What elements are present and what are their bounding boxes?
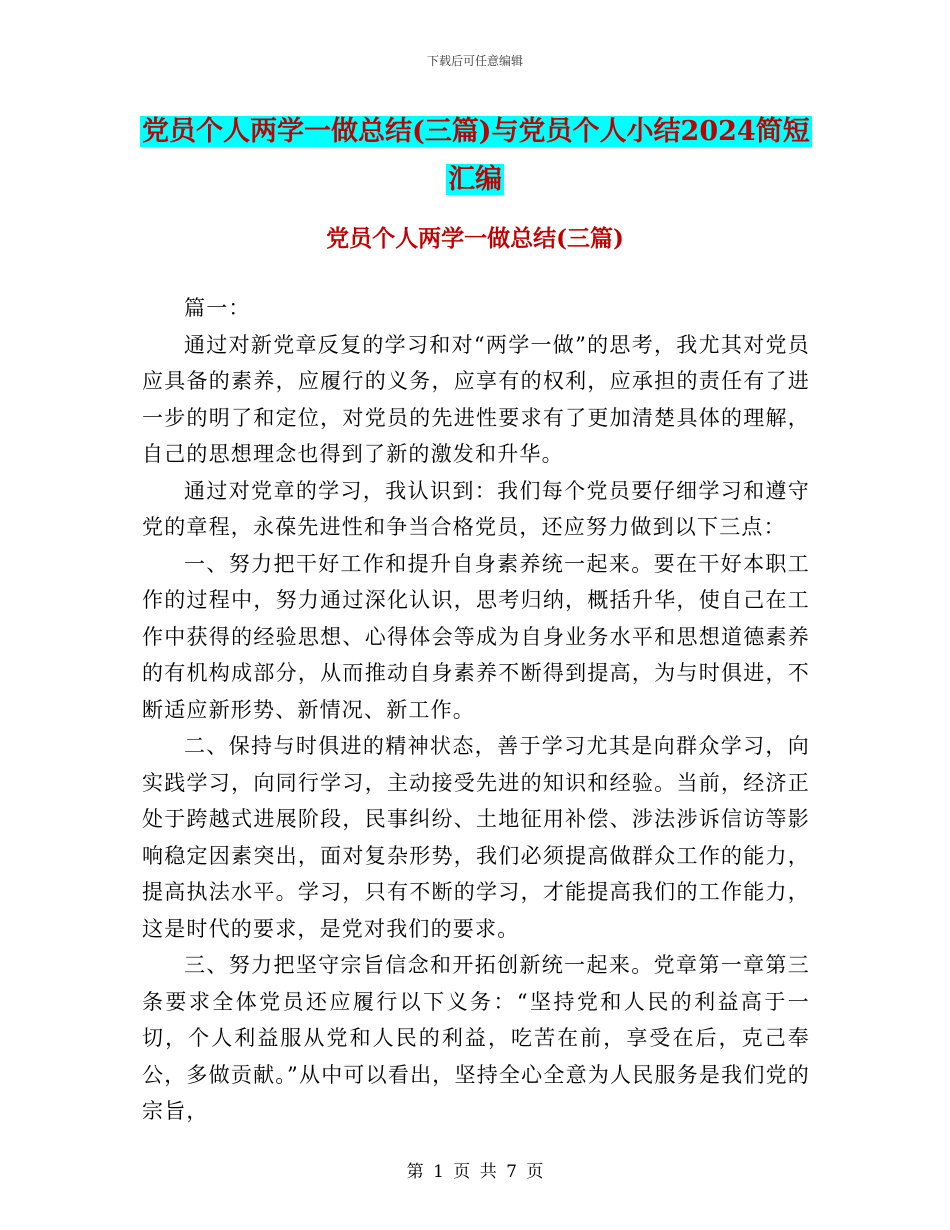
document-title <box>140 108 810 204</box>
page-number: 第 1 页 共 7 页 <box>406 1162 544 1182</box>
paragraph: 二、保持与时俱进的精神状态，善于学习尤其是向群众学习，向实践学习，向同行学习，主动接受先进的知识和经验。当前，经济正处于跨越式进展阶段，民事纠纷、土地征用补偿、涉法涉诉信访等影响稳定因素突出，面对复杂形势，我们必须提高做群众工作的能力，提高执法水平。学习，只有不断的学习，才能提高我们的工作能力，这是时代的要求，是党对我们的要求。 <box>142 734 810 941</box>
paragraph: 通过对党章的学习，我认识到：我们每个党员要仔细学习和遵守党的章程，永葆先进性和争当合格党员，还应努力做到以下三点： <box>142 478 810 539</box>
paragraph: 三、努力把坚守宗旨信念和开拓创新统一起来。党章第一章第三条要求全体党员还应履行以下义务：“坚持党和人民的利益高于一切，个人利益服从党和人民的利益，吃苦在前，享受在后，克己奉公，多做贡献。”从中可以看出，坚持全心全意为人民服务是我们党的宗旨， <box>142 953 810 1123</box>
paragraph: 一、努力把干好工作和提升自身素养统一起来。要在干好本职工作的过程中，努力通过深化认识，思考归纳，概括升华，使自己在工作中获得的经验思想、心得体会等成为自身业务水平和思想道德素养的有机构成部分，从而推动自身素养不断得到提高，为与时俱进，不断适应新形势、新情况、新工作。 <box>142 551 810 722</box>
header-note: 下载后可任意编辑 <box>426 54 523 68</box>
document-body <box>142 290 810 1130</box>
section-title: 党员个人两学一做总结(三篇) <box>326 225 624 252</box>
document-title-text: 党员个人两学一做总结(三篇)与党员个人小结2024简短汇编 <box>142 116 810 195</box>
paragraph: 通过对新党章反复的学习和对“两学一做”的思考，我尤其对党员应具备的素养，应履行的义务，应享有的权利，应承担的责任有了进一步的明了和定位，对党员的先进性要求有了更加清楚具体的理解，自己的思想理念也得到了新的激发和升华。 <box>142 332 810 466</box>
paragraph-heading: 篇一： <box>184 296 251 320</box>
